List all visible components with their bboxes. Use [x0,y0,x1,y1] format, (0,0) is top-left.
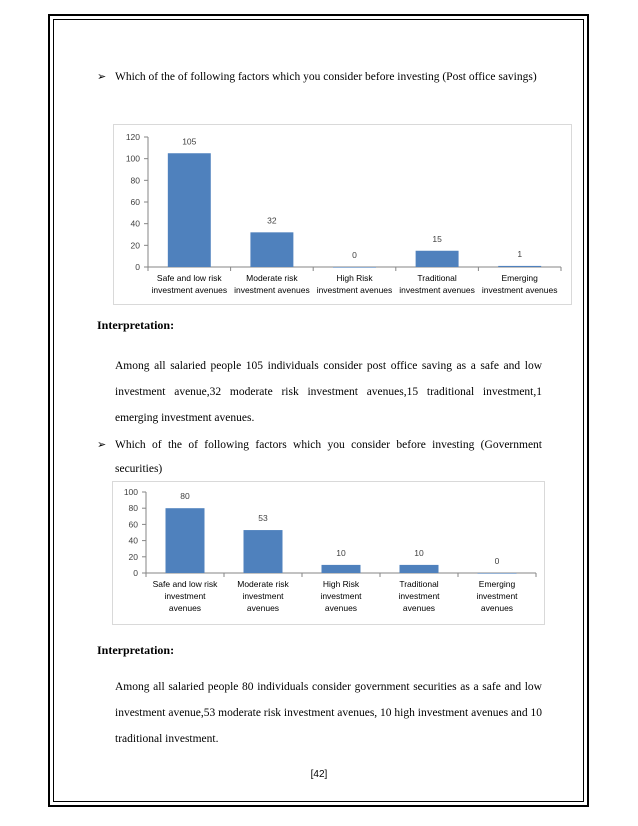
x-category-label: investment [320,591,362,601]
chart-1-svg [114,125,571,304]
bar [166,508,205,573]
y-tick-label: 120 [125,132,140,142]
data-label: 0 [352,250,357,260]
question-1 [97,65,542,89]
bar [322,565,361,573]
bar [400,565,439,573]
x-category-label: avenues [168,603,202,613]
data-label: 1 [517,248,523,259]
arrow-bullet-icon: ➢ [97,438,107,451]
bar [498,266,541,267]
data-label: 80 [180,491,190,502]
x-category-label: avenues [480,603,514,613]
bar [416,251,459,267]
data-label: 0 [494,556,500,566]
x-category-label: avenues [246,603,280,613]
arrow-bullet-icon: ➢ [97,70,107,83]
data-label: 53 [258,513,268,524]
data-label: 15 [432,233,442,244]
x-category-label: investment [476,591,518,601]
interpretation-1-text: Among all salaried people 105 individuals consider post office saving as a safe and low investment avenue,32 moderate risk investment avenues,15 traditional investment,1 emerging investment avenues. [115,360,542,424]
x-category-label: Moderate risk [246,273,298,283]
data-label: 32 [267,215,277,226]
x-category-label: Emerging [478,579,516,589]
data-label: 10 [336,547,346,558]
y-tick-label: 80 [128,503,138,514]
interpretation-1-heading: Interpretation: [97,318,175,332]
x-category-label: investment [164,591,206,601]
y-tick-label: 20 [128,551,138,562]
interpretation-2-text: Among all salaried people 80 individuals consider government securities as a safe and low investment avenue,53 moderate risk investment avenues, 10 high investment avenues and 10 traditional investment. [115,681,542,745]
y-tick-label: 80 [130,175,140,186]
y-tick-label: 0 [133,568,138,578]
question-2-text: Which of the of following factors which you consider before investing (Government securities) [115,439,542,475]
question-1-text: Which of the of following factors which you consider before investing (Post office savings) [115,71,537,83]
x-category-label: Moderate risk [237,579,289,589]
x-category-label: avenues [402,603,436,613]
y-tick-label: 100 [123,487,138,497]
x-category-label: investment avenues [481,285,558,295]
x-category-label: avenues [324,603,358,613]
x-category-label: Traditional [399,579,439,589]
y-tick-label: 40 [128,535,138,546]
x-category-label: Safe and low risk [152,579,218,589]
y-tick-label: 20 [130,240,140,251]
y-tick-label: 60 [128,519,138,530]
y-tick-label: 60 [130,197,140,207]
x-category-label: investment avenues [399,285,475,295]
chart-government-securities [112,481,545,625]
data-label: 105 [182,136,197,147]
y-tick-label: 0 [135,262,140,272]
y-tick-label: 100 [125,153,140,164]
bar [478,573,517,574]
bar [244,530,283,573]
question-2 [97,433,542,481]
x-category-label: investment avenues [316,285,393,295]
page-number: [42] [310,769,328,780]
chart-2-svg [113,482,544,624]
data-label: 10 [414,547,424,558]
bar [250,232,293,267]
x-category-label: investment avenues [151,285,228,295]
chart-post-office-savings [113,124,572,305]
y-tick-label: 40 [130,218,140,229]
x-category-label: investment avenues [234,285,310,295]
x-category-label: High Risk [336,273,373,283]
x-category-label: Traditional [417,273,457,283]
x-category-label: Safe and low risk [156,273,222,283]
x-category-label: Emerging [501,273,538,283]
x-category-label: investment [398,591,440,601]
bar [333,267,376,268]
x-category-label: investment [242,591,284,601]
interpretation-2-heading: Interpretation: [97,643,175,657]
x-category-label: High Risk [322,579,360,589]
bar [168,153,211,267]
